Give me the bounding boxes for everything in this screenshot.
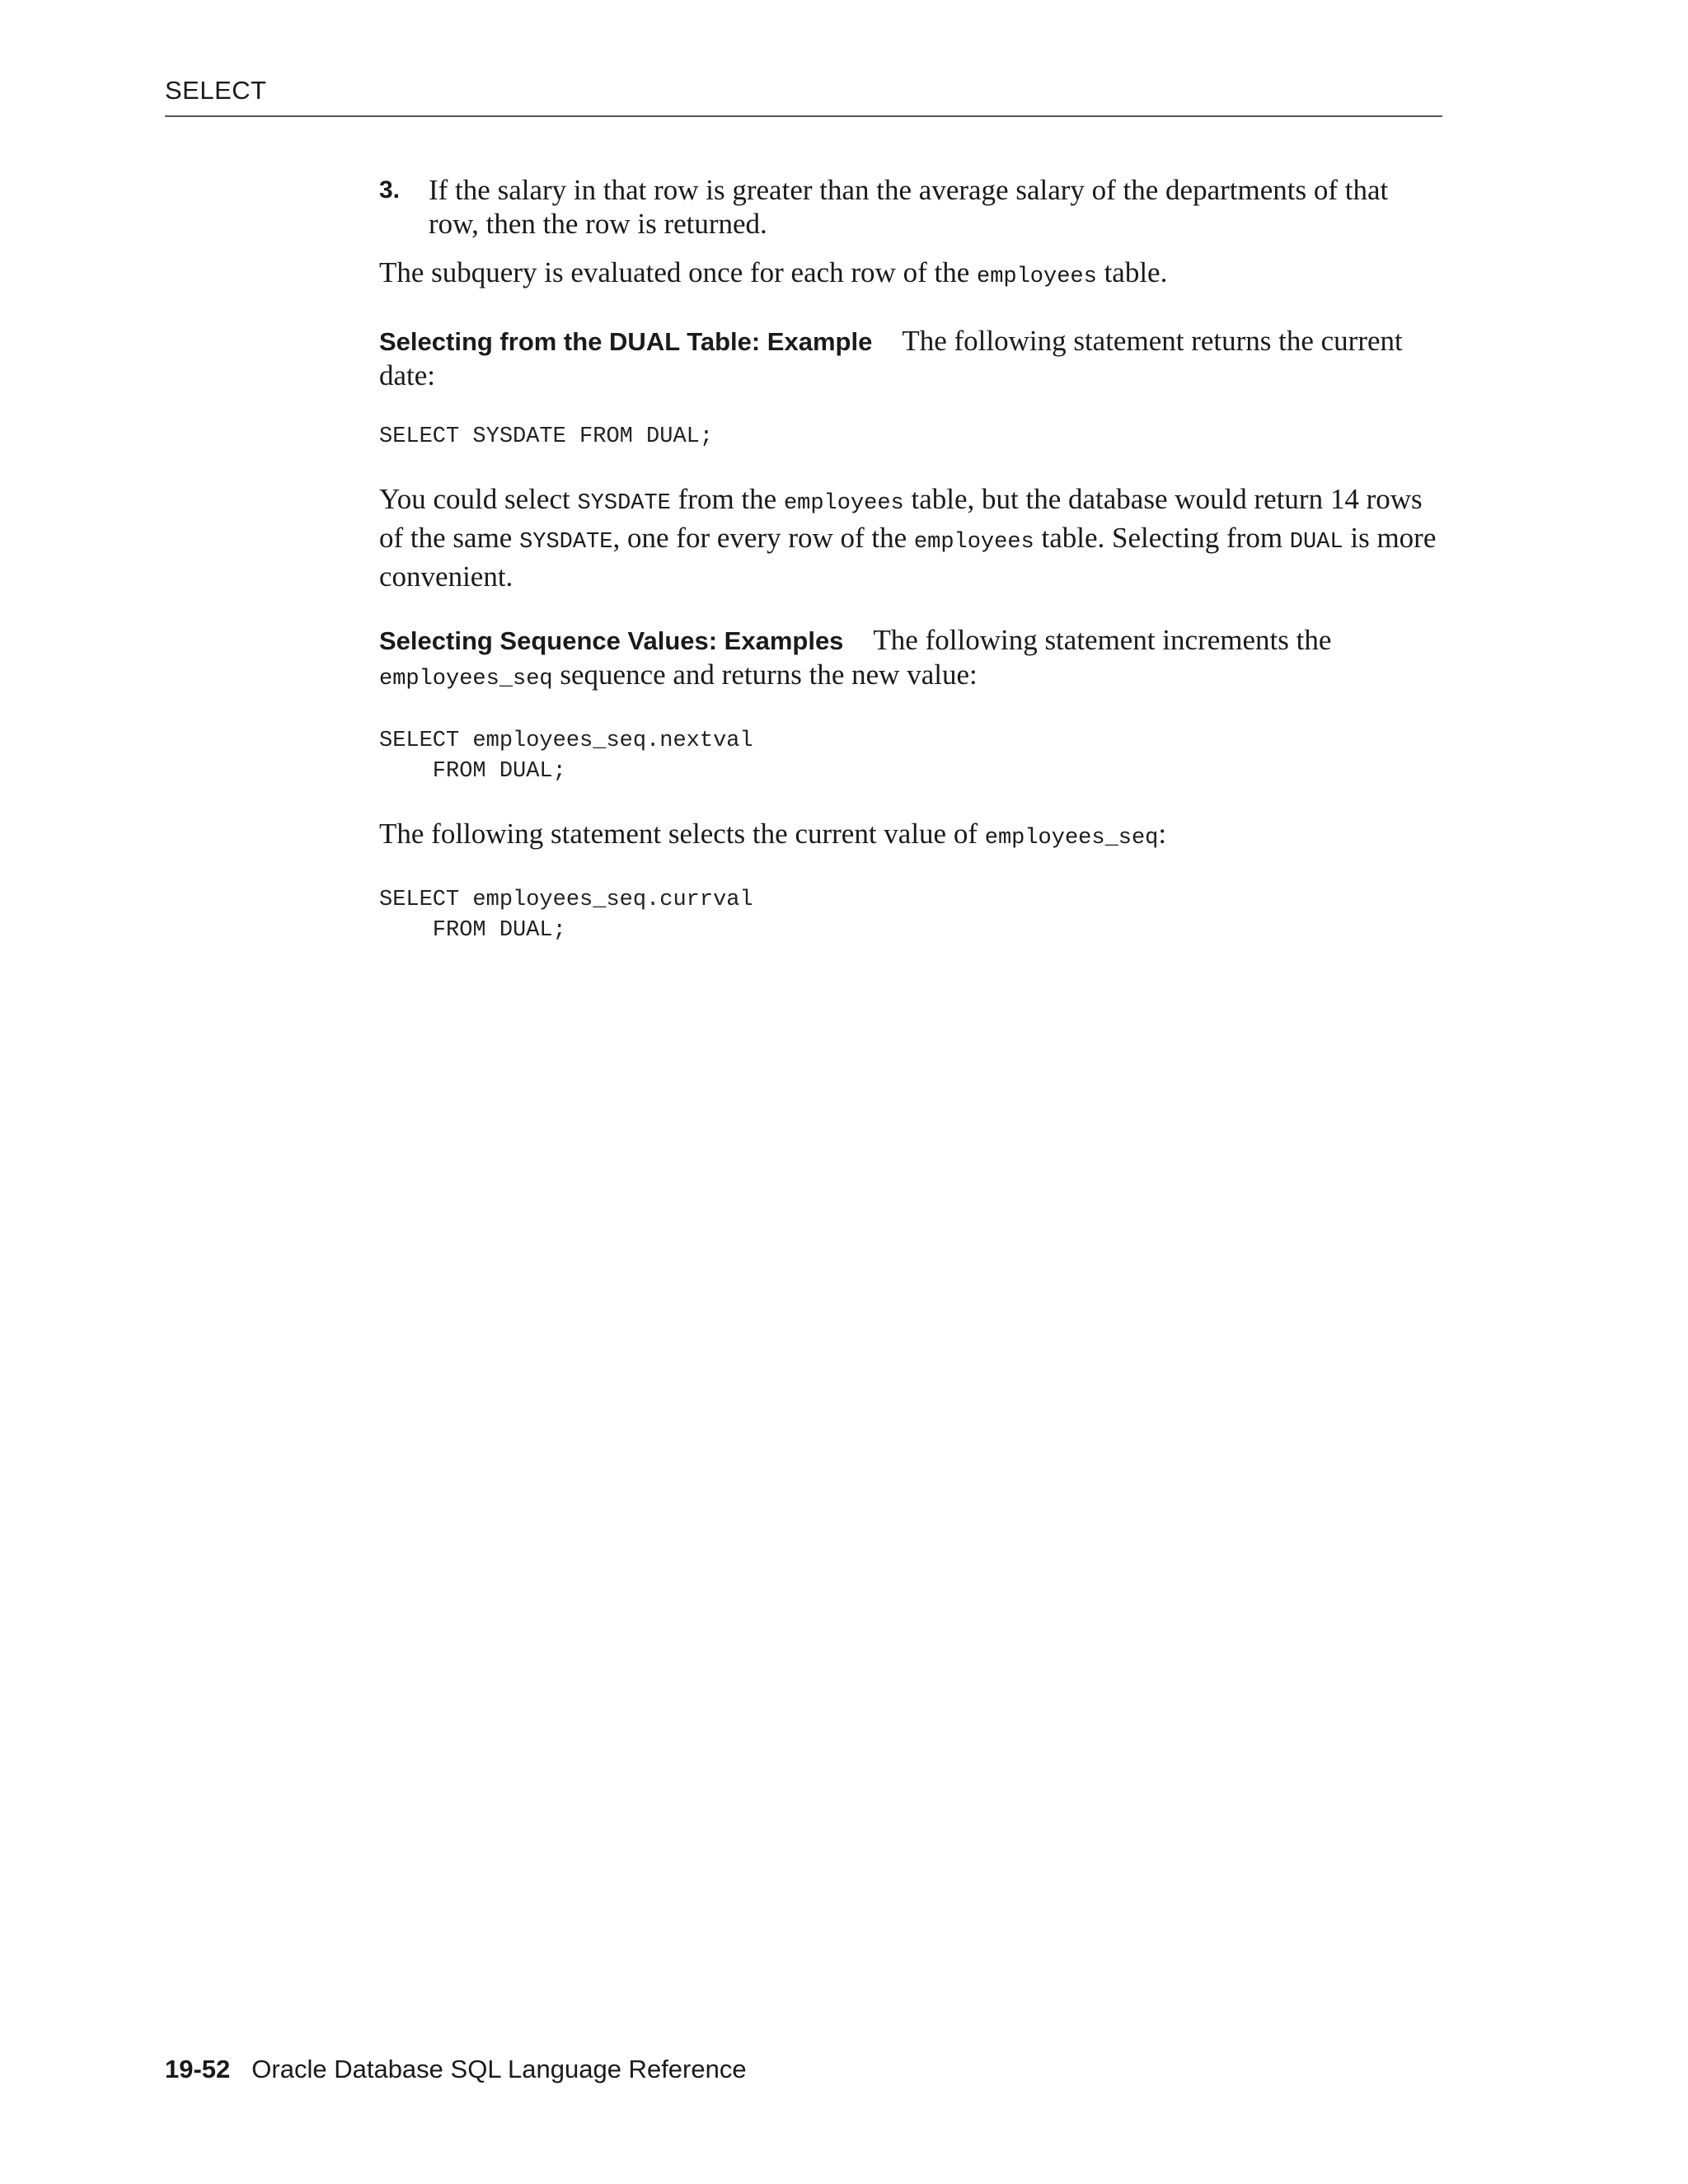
header-rule [165, 115, 1442, 117]
code-term: employees_seq [379, 667, 553, 691]
sysdate-paragraph [379, 482, 1442, 593]
subquery-paragraph [379, 255, 1442, 294]
text-run: : [1158, 818, 1167, 850]
list-item-3 [379, 173, 1442, 241]
book-title: Oracle Database SQL Language Reference [251, 2055, 747, 2083]
text-run: The subquery is evaluated once for each row of the [379, 256, 977, 288]
dual-code-block: SELECT SYSDATE FROM DUAL; [379, 424, 714, 449]
currval-code-block: SELECT employees_seq.currval FROM DUAL; [379, 888, 753, 943]
dual-example-paragraph [379, 324, 1442, 392]
code-term: SYSDATE [577, 491, 671, 516]
list-item-number: 3. [379, 176, 401, 204]
dual-example-heading: Selecting from the DUAL Table: Example [379, 327, 873, 356]
code-term: DUAL [1289, 530, 1343, 555]
text-run: table. Selecting from [1034, 522, 1290, 554]
header-title: SELECT [165, 76, 267, 105]
sequence-example-paragraph [379, 623, 1442, 696]
currval-paragraph [379, 817, 1442, 855]
page-number: 19-52 [165, 2055, 231, 2083]
text-run: , one for every row of the [612, 522, 914, 554]
text-run: The following statement increments the [873, 624, 1332, 656]
text-run: table. [1096, 256, 1168, 288]
text-run: from the [670, 483, 784, 515]
nextval-code-block: SELECT employees_seq.nextval FROM DUAL; [379, 729, 753, 784]
page-footer [165, 2055, 747, 2084]
page-content [379, 173, 1442, 976]
text-run: is more convenient. [379, 522, 1437, 593]
text-run: You could select [379, 483, 578, 515]
code-term: employees [977, 265, 1097, 289]
code-term: SYSDATE [519, 530, 613, 555]
text-run: The following statement selects the current value of [379, 818, 985, 850]
code-term: employees [913, 530, 1034, 555]
list-item-text: If the salary in that row is greater than the average salary of the departments of that row, then the row is returned. [429, 174, 1389, 240]
code-term: employees_seq [984, 826, 1159, 851]
text-run: table, but the database would return 14 rows of the same [379, 483, 1423, 554]
text-run: sequence and returns the new value: [552, 658, 978, 691]
code-term: employees [783, 491, 904, 516]
sequence-example-heading: Selecting Sequence Values: Examples [379, 626, 844, 655]
dual-example-text: The following statement returns the current date: [379, 325, 1403, 391]
